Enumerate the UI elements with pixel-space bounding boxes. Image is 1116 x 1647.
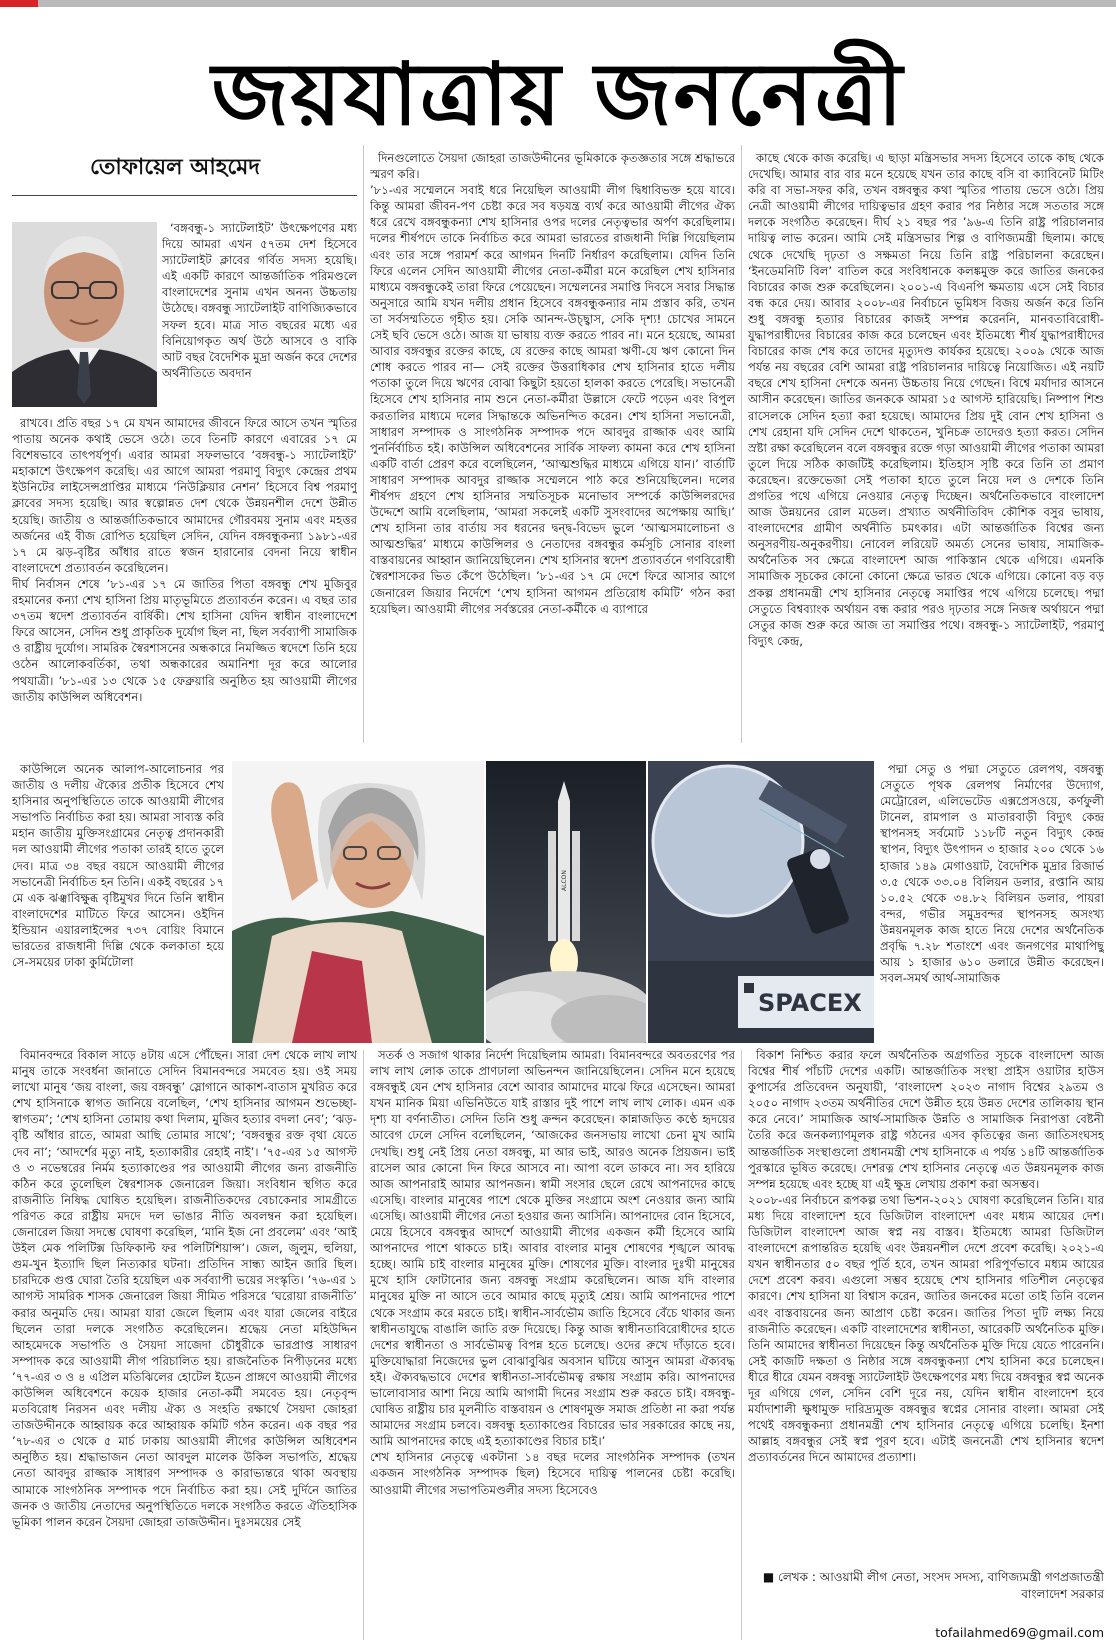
column-1-body [12,415,357,755]
top-color-bar [0,0,1116,7]
photo-collage [232,761,874,1043]
column-2-bottom [370,1047,735,1645]
byline-divider [12,195,357,196]
body-text: বিমানবন্দরে বিকাল সাড়ে ৪টায় এসে পৌঁছেন। সারা দেশ থেকে লাখ লাখ মানুষ তাকে সংবর্ধনা জানাতে সেদিন বিমানবন্দরে সমবেত হয়। ওই সময় লাখো মানুষ ‘জয় বাংলা, জয় বঙ্গবন্ধু’ স্লোগানে আকাশ-বাতাস মুখরিত করে শেখ হাসিনাকে স্বাগত জানিয়ে বলেছিল, ‘শেখ হাসিনার আগমন শুভেচ্ছা-স্বাগতম’; ‘শেখ হাসিনা তোমায় কথা দিলাম, মুজিব হত্যার বদলা নেব’; ‘ঝড়-বৃষ্টি আঁধার রাতে, আমরা আছি তোমার সাথে’; ‘বঙ্গবন্ধুর রক্ত বৃথা যেতে দেব না’; ‘আদর্শের মৃত্যু নাই, হত্যাকারীর রেহাই নাই’। ’৭৫-এর ১৫ আগস্ট ও ৩ নভেম্বরের নির্মম হত্যাকাণ্ডের পর আওয়ামী লীগের জন্য রাজনীতি কঠিন করে তুলেছিল স্বৈরশাসক জেনারেল জিয়া। সংবিধান স্থগিত করে রাজনীতি নিষিদ্ধ ঘোষিত হয়েছিল। রাজনীতিকদের বেচাকেনার সামগ্রীতে পরিণত করে রাষ্ট্রীয় মদদে দল ভাঙার নীতি অবলম্বন করা হয়েছিল। জেনারেল জিয়া সদম্ভে ঘোষণা করেছিল, ‘মানি ইজ নো প্রবলেম’ এবং ‘আই উইল মেক পলিটিক্স ডিফিকাল্ট ফর পলিটিশিয়ান্স’। জেল, জুলুম, হুলিয়া, গুম-খুন ইত্যাদি ছিল নিত্যকার ঘটনা। প্রতিদিন সান্ধ্য আইন জারি ছিল। চারদিকে গুপ্ত ঘোরা তৈরি হয়েছিল এক সর্বব্যাপী ভয়ের সংস্কৃতি। ’৭৬-এর ১ আগস্ট সামরিক শাসক জেনারেল জিয়া সীমিত পরিসরে ‘ঘরোয়া রাজনীতি’ করার অনুমতি দেয়। আমরা যারা জেলে ছিলাম এবং যারা জেলের বাইরে ছিলেন তারা দলকে সংগঠিত করেছিলেন। শ্রদ্ধেয় নেতা মহিউদ্দিন আহমেদকে সভাপতি ও সৈয়দা সাজেদা চৌধুরীকে ভারপ্রাপ্ত সাধারণ সম্পাদক করে আওয়ামী লীগ পরিচালিত হয়। রাজনৈতিক নিপীড়নের মধ্যে ’৭৭-এর ৩ ও ৪ এপ্রিল মতিঝিলের হোটেল ইডেন প্রাঙ্গণে আওয়ামী লীগের কাউন্সিল অধিবেশনে কয়েক হাজার নেতা-কর্মী সমবেত হয়। নেতৃবৃন্দ মতবিরোধ নিরসন এবং দলীয় ঐক্য ও সংহতি রক্ষার্থে সৈয়দা জোহরা তাজউদ্দীনকে আহ্বায়ক করে আহ্বায়ক কমিটি গঠন করেন। এক বছর পর ’৭৮-এর ৩ থেকে ৫ মার্চ ঢাকায় আওয়ামী লীগের কাউন্সিল অধিবেশন অনুষ্ঠিত হয়। শ্রদ্ধাভাজন নেতা আবদুল মালেক উকিল সভাপতি, শ্রদ্ধেয় নেতা আবদুর রাজ্জাক সাধারণ সম্পাদক ও কারাভ্যন্তরে থাকা অবস্থায় আমাকে সাংগঠনিক সম্পাদক পদে নির্বাচিত করা হয়। সেই দুর্দিনে জাতির জনক ও জাতীয় নেতাদের অনুপস্থিতিতে দলকে সংগঠিত করতে ঐতিহাসিক ভূমিকা পালন করেন সৈয়দা জোহরা তাজউদ্দীন। দুঃসময়ের সেই [12,1048,357,1529]
byline: তোফায়েল আহমেদ [90,154,260,180]
author-portrait [12,222,157,407]
column-divider [363,1050,364,1640]
satellite-photo [648,761,874,1043]
body-text: দিনগুলোতে সৈয়দা জোহরা তাজউদ্দীনের ভূমিকাকে কৃতজ্ঞতার সঙ্গে শ্রদ্ধাভরে স্মরণ করি। ’৮১-এর সম্মেলনে সবাই ধরে নিয়েছিল আওয়ামী লীগ দ্বিধাবিভক্ত হয়ে যাবে। কিন্তু আমরা জীবন-পণ চেষ্টা করে সব ষড়যন্ত্র ব্যর্থ করে আওয়ামী লীগের ঐক্য ধরে রেখে বঙ্গবন্ধুকন্যা শেখ হাসিনার ওপর দলের নেতৃত্বভার অর্পণ করেছিলাম। দলের শীর্ষপদে তাকে নির্বাচিত করে আমরা ভারতের রাজধানী দিল্লি গিয়েছিলাম এবং তার সঙ্গে পরামর্শ করে আগমন দিনটি নির্ধারণ করেছিলাম। যেদিন তিনি ফিরে এলেন সেদিন আওয়ামী লীগের নেতা-কর্মীরা মনে করেছিল শেখ হাসিনার মাধ্যমে বঙ্গবন্ধুকেই তারা ফিরে পেয়েছেন। সম্মেলনের সমাপ্তি দিবসে সবার সিদ্ধান্ত অনুসারে আমি যখন দলীয় প্রধান হিসেবে বঙ্গবন্ধুকন্যার নাম প্রস্তাব করি, তখন তা সর্বসম্মতিতে গৃহীত হয়। সেকি আনন্দ-উচ্ছ্বাস, সেকি দৃশ্য! চোখের সামনে সেই ছবি ভেসে ওঠে। আজ যা ভাষায় ব্যক্ত করতে পারব না। মনে হয়েছে, আমরা আবার বঙ্গবন্ধুর রক্তের কাছে, যে রক্তের কাছে আমরা ঋণী-যে ঋণ কোনো দিন শোধ করতে পারব না— সেই রক্তের উত্তরাধিকার শেখ হাসিনার হাতে দলীয় পতাকা তুলে দিয়ে ঋণের বোঝা কিছুটা হয়তো হালকা করতে পেরেছি। সভানেত্রী হিসেবে শেখ হাসিনার নাম শুনে নেতা-কর্মীরা উল্লাসে ফেটে পড়েন এবং বিপুল করতালির মাধ্যমে দলের সিদ্ধান্তকে অভিনন্দিত করেন। শেখ হাসিনা সভানেত্রী, সাধারণ সম্পাদক ও সাংগঠনিক সম্পাদক পদে আবদুর রাজ্জাক এবং আমি পুনর্নির্বাচিত হই। কাউন্সিল অধিবেশনের সার্বিক সাফল্য কামনা করে শেখ হাসিনা একটি বার্তা প্রেরণ করে বলেছিলেন, ‘আত্মশুদ্ধির মাধ্যমে এগিয়ে যান।’ বার্তাটি সাধারণ সম্পাদক আবদুর রাজ্জাক সম্মেলনে পাঠ করে শুনিয়েছিলেন। দলের শীর্ষপদ গ্রহণে শেখ হাসিনার সম্মতিসূচক মনোভাব সম্পর্কে কাউন্সিলরদের উদ্দেশে আমি বলেছিলাম, ‘আমরা সকলেই একটি সুসংবাদের অপেক্ষায় আছি।’ শেখ হাসিনা তার বার্তায় সব ধরনের দ্বন্দ্ব-বিভেদ ভুলে ‘আত্মসমালোচনা ও আত্মশুদ্ধির’ মাধ্যমে কাউন্সিলর ও নেতাদের বঙ্গবন্ধুর কর্মসূচি সোনার বাংলা বাস্তবায়নের আহ্বান জানিয়েছিলেন। শেখ হাসিনার স্বদেশ প্রত্যাবর্তনে গণবিরোধী স্বৈরশাসকের ভিত কেঁপে উঠেছিল। ’৮১-এর ১৭ মে দেশে ফিরে আসার আগে জেনারেল জিয়ার নির্দেশে ‘শেখ হাসিনা আগমন প্রতিরোধ কমিটি’ গঠন করা হয়েছিল। আওয়ামী লীগের সর্বস্তরের নেতা-কর্মীকে এ ব্যাপারে [370,151,735,616]
column-divider [741,145,742,743]
column-1-bottom [12,1047,357,1645]
body-text: কাউন্সিলে অনেক আলাপ-আলোচনার পর জাতীয় ও দলীয় ঐক্যের প্রতীক হিসেবে শেখ হাসিনার অনুপস্থিতিতে তাকে আওয়ামী লীগের সভাপতি নির্বাচিত করা হয়। আমরা সাব্যস্ত করি মহান জাতীয় মুক্তিসংগ্রামের নেতৃত্ব প্রদানকারী দল আওয়ামী লীগের পতাকা তারই হাতে তুলে দেব। মাত্র ৩৪ বছর বয়সে আওয়ামী লীগের সভানেত্রী নির্বাচিত হন তিনি। একই বছরের ১৭ মে এক ঝঞ্ঝাবিক্ষুব্ধ বৃষ্টিমুখর দিনে তিনি স্বাধীন বাংলাদেশের মাটিতে ফিরে আসেন। ওইদিন ইন্ডিয়ান এয়ারলাইন্সের ৭৩৭ বোয়িং বিমানে ভারতের রাজধানী দিল্লি থেকে কলকাতা হয়ে সে-সময়ের ঢাকা কুর্মিটোলা [12,762,224,970]
body-text: পদ্মা সেতু ও পদ্মা সেতুতে রেলপথ, বঙ্গবন্ধু সেতুতে পৃথক রেলপথ নির্মাণের উদ্যোগ, মেট্রোরেল, এলিভেটেড এক্সপ্রেসওয়ে, কর্ণফুলী টানেল, রামপাল ও মাতারবাড়ী বিদ্যুৎ কেন্দ্র স্থাপনসহ সর্বমোট ১১৮টি নতুন বিদ্যুৎ কেন্দ্র স্থাপন, বিদ্যুৎ উৎপাদন ৩ হাজার ২০০ থেকে ১৬ হাজার ১৪৯ মেগাওয়াট, বৈদেশিক মুদ্রার রিজার্ভ ৩.৫ থেকে ৩৩.০৪ বিলিয়ন ডলার, রপ্তানি আয় ১০.৫২ থেকে ৩৪.৮২ বিলিয়ন ডলার, পায়রা বন্দর, গভীর সমুদ্রবন্দর স্থাপনসহ অসংখ্য উন্নয়নমূলক কাজ হাতে নিয়ে দেশের অর্থনৈতিক প্রবৃদ্ধি ৭.২৮ শতাংশে এবং জনগণের মাথাপিছু আয় ১ হাজার ৬১০ ডলারে উন্নীত করেছেন। সবল-সমর্থ আর্থ-সামাজিক [880,762,1104,986]
column-2-top [370,150,735,755]
body-text: রাখবে। প্রতি বছর ১৭ মে যখন আমাদের জীবনে ফিরে আসে তখন স্মৃতির পাতায় অনেক কথাই ভেসে ওঠে। তবে তিনটি কারণে এবারের ১৭ মে বিশেষভাবে তাৎপর্যপূর্ণ। এবার আমরা সফলভাবে ‘বঙ্গবন্ধু-১ স্যাটেলাইট’ মহাকাশে উৎক্ষেপণ করেছি। এর আগে আমরা পরমাণু বিদ্যুৎ কেন্দ্রের প্রথম ইউনিটের লাইসেন্সপ্রাপ্তির মাধ্যমে ‘নিউক্লিয়ার নেশন’ হিসেবে বিশ্ব পরমাণু ক্লাবের সদস্য হয়েছি। আর স্বল্পোন্নত দেশ থেকে উন্নয়নশীল দেশে উন্নীত হয়েছি। জাতীয় ও আন্তর্জাতিকভাবে আমাদের গৌরবময় সুনাম এবং মহত্তর অর্জনের এই বীজ রোপিত হয়েছিল সেদিন, যেদিন বঙ্গবন্ধুকন্যা ১৯৮১-এর ১৭ মে ঝড়-বৃষ্টির আঁধার রাতে স্বজন হারানোর বেদনা নিয়ে স্বাধীন বাংলাদেশে প্রত্যাবর্তন করেছিলেন। দীর্ঘ নির্বাসন শেষে ’৮১-এর ১৭ মে জাতির পিতা বঙ্গবন্ধু শেখ মুজিবুর রহমানের কন্যা শেখ হাসিনা প্রিয় মাতৃভূমিতে প্রত্যাবর্তন করেন। এ বছর তার ৩৭তম স্বদেশ প্রত্যাবর্তন বার্ষিকী। শেখ হাসিনা যেদিন স্বাধীন বাংলাদেশে ফিরে আসেন, সেদিন শুধু প্রাকৃতিক দুর্যোগ ছিল না, ছিল সর্বব্যাপী সামাজিক ও রাষ্ট্রীয় দুর্যোগ। সামরিক স্বৈরশাসনের অন্ধকারে নিমজ্জিত স্বদেশে তিনি হয়ে ওঠেন আলোকবর্তিকা, তথা অন্ধকারের অমানিশা দূর করে আলোর পথযাত্রী। ’৮১-এর ১৩ থেকে ১৫ ফেব্রুয়ারি অনুষ্ঠিত হয় আওয়ামী লীগের জাতীয় কাউন্সিল অধিবেশন। [12,416,357,704]
intro-text: ‘বঙ্গবন্ধু-১ স্যাটেলাইট’ উৎক্ষেপণের মধ্য দিয়ে আমরা এখন ৫৭তম দেশ হিসেবে স্যাটেলাইট ক্লাবের গর্বিত সদস্য হয়েছি। এই একটি কারণে আন্তর্জাতিক পরিমণ্ডলে বাংলাদেশের সুনাম এখন অনন্য উচ্চতায় উঠেছে। বঙ্গবন্ধু স্যাটেলাইট বাণিজ্যিকভাবে সফল হবে। মাত্র সাত বছরের মধ্যে এর বিনিয়োগকৃত অর্থ উঠে আসবে ও বাকি আট বছর বৈদেশিক মুদ্রা অর্জন করে দেশের অর্থনীতিতে অবদান [162,221,357,380]
body-text: সতর্ক ও সজাগ থাকার নির্দেশ দিয়েছিলাম আমরা। বিমানবন্দরে অবতরণের পর লাখ লাখ লোক তাকে প্রাণঢালা অভিনন্দন জানিয়েছিলেন। সেদিন মনে হয়েছে বঙ্গবন্ধুই যেন শেখ হাসিনার বেশে আবার আমাদের মাঝে ফিরে এসেছেন। আমরা যখন মানিক মিয়া এভিনিউতে যাই রাস্তার দুই পাশে লাখ লাখ লোক। এমন এক দৃশ্য যা বর্ণনাতীত। সেদিন তিনি শুধু ক্রন্দন করেছেন। কান্নাজড়িত কণ্ঠে হৃদয়ের আবেগ ঢেলে সেদিন বলেছিলেন, ‘আজকের জনসভায় লাখো চেনা মুখ আমি দেখছি। শুধু নেই প্রিয় নেতা বঙ্গবন্ধু, মা আর ভাই, আরও অনেক প্রিয়জন। ভাই রাসেল আর কোনো দিন ফিরে আসবে না। আপা বলে ডাকবে না। সব হারিয়ে আজ আপনারাই আমার আপনজন। স্বামী সংসার ছেলে রেখে আপনাদের কাছে এসেছি। বাংলার মানুষের পাশে থেকে মুক্তির সংগ্রামে অংশ নেওয়ার জন্য আমি এসেছি। আওয়ামী লীগের নেতা হওয়ার জন্য আসিনি। আপনাদের বোন হিসেবে, মেয়ে হিসেবে বঙ্গবন্ধুর আদর্শে আওয়ামী লীগের একজন কর্মী হিসেবে আমি আপনাদের পাশে থাকতে চাই। আবার বাংলার মানুষ শোষণের শৃঙ্খলে আবদ্ধ হচ্ছে। আমি চাই বাংলার মানুষের মুক্তি। শোষণের মুক্তি। বাংলার দুঃখী মানুষের মুখে হাসি ফোটানোর জন্য বঙ্গবন্ধু সংগ্রাম করেছিলেন। আজ যদি বাংলার মানুষের মুক্তি না আসে তবে আমার কাছে মৃত্যুই শ্রেয়। আমি আপনাদের পাশে থেকে সংগ্রাম করে মরতে চাই। স্বাধীন-সার্বভৌম জাতি হিসেবে বেঁচে থাকার জন্য স্বাধীনতাযুদ্ধে বাঙালি জাতি রক্ত দিয়েছে। কিন্তু আজ স্বাধীনতাবিরোধীদের হাতে দেশের স্বাধীনতা ও সার্বভৌমত্ব বিপন্ন হতে চলেছে। ওদের রুখে দাঁড়াতে হবে। মুক্তিযোদ্ধারা নিজেদের ভুল বোঝাবুঝির অবসান ঘটিয়ে আসুন আমরা ঐক্যবদ্ধ হই। ঐক্যবদ্ধভাবে দেশের স্বাধীনতা-সার্বভৌমত্ব রক্ষায় সংগ্রাম করি। আপনাদের ভালোবাসার আশা নিয়ে আমি আগামী দিনের সংগ্রাম শুরু করতে চাই। বঙ্গবন্ধু-ঘোষিত রাষ্ট্রীয় চার মূলনীতি বাস্তবায়ন ও শোষণমুক্ত সমাজ প্রতিষ্ঠা না করা পর্যন্ত আমাদের সংগ্রাম চলবে। বঙ্গবন্ধু হত্যাকাণ্ডের বিচারের ভার সরকারের কাছে নয়, আমি আপনাদের কাছে এই হত্যাকাণ্ডের বিচার চাই।’ শেখ হাসিনার নেতৃত্বে একটানা ১৪ বছর দলের সাংগঠনিক সম্পাদক (তখন একজন সাংগঠনিক সম্পাদক ছিল) হিসেবে দায়িত্ব পালনের চেষ্টা করেছি। আওয়ামী লীগের সভাপতিমণ্ডলীর সদস্য হিসেবেও [370,1048,735,1497]
column-3-wrap [880,761,1104,1043]
column-1-wrap [12,761,224,1043]
spacex-label: SPACEX [758,989,862,1017]
column-divider [363,145,364,743]
body-text: বিকাশ নিশ্চিত করার ফলে অর্থনৈতিক অগ্রগতির সূচকে বাংলাদেশ আজ বিশ্বের শীর্ষ পাঁচটি দেশের একটি। আন্তর্জাতিক সংস্থা প্রাইস ওয়াটার হাউস কুপার্সের প্রতিবেদন অনুযায়ী, ‘বাংলাদেশ ২০২৩ নাগাদ বিশ্বের ২৯তম ও ২০৫০ নাগাদ ২৩তম অর্থনীতির দেশে উন্নীত হয়ে উন্নত দেশের তালিকায় স্থান করে নেবে।’ সামাজিক আর্থ-সামাজিক উন্নতি ও সামাজিক নিরাপত্তা বেষ্টনী তৈরি করে জনকল্যাণমূলক রাষ্ট্র গঠনের এসব কৃতিত্বের জন্য জাতিসংঘসহ আন্তর্জাতিক সংস্থাগুলো প্রধানমন্ত্রী শেখ হাসিনাকে এ পর্যন্ত ১৪টি আন্তর্জাতিক পুরস্কারে ভূষিত করেছে। দেশরত্ন শেখ হাসিনার নেতৃত্বে এত উন্নয়নমূলক কাজ সম্পন্ন হয়েছে এবং হচ্ছে যা এই ক্ষুদ্র লেখায় প্রকাশ করা অসম্ভব। ২০০৮-এর নির্বাচনে রূপকল্প তথা ভিশন-২০২১ ঘোষণা করেছিলেন তিনি। যার মধ্য দিয়ে বাংলাদেশ হবে ডিজিটাল বাংলাদেশ এবং মধ্যম আয়ের দেশ। ডিজিটাল বাংলাদেশ আজ স্বপ্ন নয় বাস্তব। ইতিমধ্যে আমরা ডিজিটাল বাংলাদেশে রূপান্তরিত হয়েছি এবং উন্নয়নশীল দেশে প্রবেশ করেছি। ২০২১-এ যখন স্বাধীনতার ৫০ বছর পূর্তি হবে, তখন আমরা পরিপূর্ণভাবে মধ্যম আয়ের দেশে প্রবেশ করব। এগুলো সম্ভব হয়েছে শেখ হাসিনার গতিশীল নেতৃত্বের কারণে। শেখ হাসিনা যা বিশ্বাস করেন, জাতির জনকের মতো তাই তিনি বলেন এবং বাস্তবায়নের জন্য আপ্রাণ চেষ্টা করেন। জাতির পিতা দুটি লক্ষ্য নিয়ে রাজনীতি করেছেন। একটি বাংলাদেশের স্বাধীনতা, আরেকটি অর্থনৈতিক মুক্তি। তিনি আমাদের স্বাধীনতা দিয়েছেন কিন্তু অর্থনৈতিক মুক্তি দিয়ে যেতে পারেননি। সেই কাজটি দক্ষতা ও নিষ্ঠার সঙ্গে বঙ্গবন্ধুকন্যা শেখ হাসিনা করে চলেছেন। ধীরে ধীরে যেমন বঙ্গবন্ধু স্যাটেলাইট উৎক্ষেপণের মধ্য দিয়ে বঙ্গবন্ধুর স্বপ্ন অনেক দূর এগিয়ে গেল, সেদিন বেশি দূরে নয়, যেদিন স্বাধীন বাংলাদেশ হবে মর্যাদাশালী ক্ষুধামুক্ত দারিদ্র্যমুক্ত বঙ্গবন্ধুর স্বপ্নের সোনার বাংলা। আমরা সেই পথেই বঙ্গবন্ধুকন্যা প্রধানমন্ত্রী শেখ হাসিনার নেতৃত্বে এগিয়ে চলেছি। ইনশা আল্লাহ বঙ্গবন্ধুর সেই স্বপ্ন পূরণ হবে। এটাই জননেত্রী শেখ হাসিনার স্বদেশ প্রত্যাবর্তনের দিনে আমাদের প্রত্যাশা। [748,1048,1104,1465]
top-red-accent [0,0,38,7]
column-3-bottom [748,1047,1104,1565]
author-signature: ■ লেখক : আওয়ামী লীগ নেতা, সংসদ সদস্য, বাণিজ্যমন্ত্রী গণপ্রজাতন্ত্রী বাংলাদেশ সরকার [762,1570,1104,1601]
column-3-top [748,150,1104,755]
column-divider [741,1050,742,1640]
body-text: কাছে থেকে কাজ করেছি। এ ছাড়া মন্ত্রিসভার সদস্য হিসেবে তাকে কাছ থেকে দেখেছি। আমার বার বার মনে হয়েছে যখন তার কাছে বসি বা ক্যাবিনেট মিটিং করি বা সভা-সফর করি, তখন বঙ্গবন্ধুর কথা স্মৃতির পাতায় ভেসে ওঠে। প্রিয় নেত্রী আওয়ামী লীগের দায়িত্বভার গ্রহণ করার পর নিষ্ঠার সঙ্গে সততার সঙ্গে দলকে সংগঠিত করেছেন। দীর্ঘ ২১ বছর পর ’৯৬-এ তিনি রাষ্ট্র পরিচালনার দায়িত্ব লাভ করেন। আমি সেই মন্ত্রিসভার শিল্প ও বাণিজ্যমন্ত্রী ছিলাম। কাছে থেকে দেখেছি দৃঢ়তা ও সক্ষমতা নিয়ে তিনি রাষ্ট্র পরিচালনা করেছেন। ‘ইনডেমনিটি বিল’ বাতিল করে সংবিধানকে কলঙ্কমুক্ত করে জাতির জনকের বিচারের কাজ শুরু করেছিলেন। ২০০১-এ বিএনপি ক্ষমতায় এসে সেই বিচার বন্ধ করে দেয়। আবার ২০০৮-এর নির্বাচনে ভূমিধস বিজয় অর্জন করে তিনি শুধু বঙ্গবন্ধু হত্যার বিচারের কাজই সম্পন্ন করেননি, মানবতাবিরোধী-যুদ্ধাপরাধীদের বিচারের কাজ করে চলেছেন এবং ইতিমধ্যে শীর্ষ যুদ্ধাপরাধীদের বিচারের কাজ শেষ করে তাদের মৃত্যুদণ্ড কার্যকর হয়েছে। ২০০৯ থেকে আজ পর্যন্ত নয় বছরের বেশি আমরা রাষ্ট্র পরিচালনার দায়িত্বে নিয়োজিত। এই নয়টি বছরে শেখ হাসিনা দেশকে অনন্য উচ্চতায় নিয়ে গেছেন। বিশ্বে মর্যাদার আসনে আসীন করেছেন। জাতির জনককে আমরা ১৫ আগস্ট হারিয়েছি। নিষ্পাপ শিশু রাসেলকে সেদিন হত্যা করা হয়েছে। আমাদের প্রিয় দুই বোন শেখ হাসিনা ও শেখ রেহানা যদি সেদিন দেশে থাকতেন, খুনিচক্র তাদেরও হত্যা করত। সেদিন স্রষ্টা রক্ষা করেছিলেন বলে বঙ্গবন্ধুর রক্তে গড়া আওয়ামী লীগের পতাকা আমরা তুলে দিয়ে সঠিক কাজটিই করেছিলাম। ইতিহাস সৃষ্টি করে তিনি তা প্রমাণ করেছেন। রক্তেভেজা সেই পতাকা হাতে তুলে নিয়ে দল ও দেশকে তিনি প্রগতির পথে এগিয়ে নেওয়ার নেতৃত্ব দিচ্ছেন। অর্থনৈতিকভাবে বাংলাদেশ আজ উন্নয়নের রোল মডেল। প্রখ্যাত অর্থনীতিবিদ কৌশিক বসুর ভাষায়, বাংলাদেশের গ্রামীণ অর্থনীতি চমৎকার। এটা আন্তর্জাতিক বিশ্বের জন্য অনুসরণীয়-অনুকরণীয়। নোবেল লরিয়েট অমর্ত্য সেনের ভাষায়, সামাজিক-অর্থনৈতিক সব ক্ষেত্রে বাংলাদেশ আজ পাকিস্তান থেকে এগিয়ে। এমনকি সামাজিক সূচকের কোনো কোনো ক্ষেত্রে ভারত থেকে এগিয়ে। কোনো বড় বড় প্রকল্প প্রধানমন্ত্রী শেখ হাসিনার নেতৃত্বে সমাপ্তির পথে এগিয়ে চলেছে। পদ্মা সেতুতে বিশ্বব্যাংক অর্থায়ন বন্ধ করার পরও দৃঢ়তার সঙ্গে নিজস্ব অর্থায়নে পদ্মা সেতুর কাজ শুরু করে আজ তা সমাপ্তির পথে। বঙ্গবন্ধু-১ স্যাটেলাইট, পরমাণু বিদ্যুৎ কেন্দ্র, [748,151,1104,648]
column-1-intro [162,220,357,415]
rocket-launch-photo [486,761,646,1043]
rocket-marking: ALCON [561,870,568,891]
leader-photo [232,761,484,1043]
author-email[interactable]: tofailahmed69@gmail.com [935,1625,1104,1640]
headline: জয়যাত্রায় জননেত্রী [211,44,905,145]
